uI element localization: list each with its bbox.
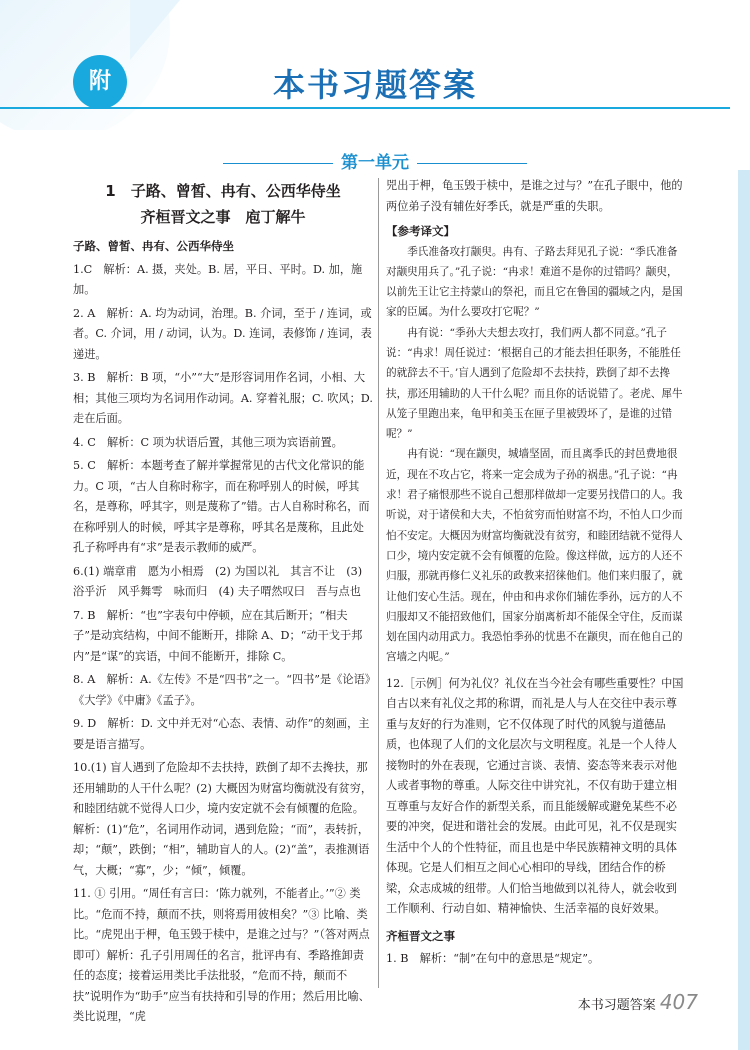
right-column xyxy=(386,176,686,970)
side-strip xyxy=(738,170,750,1050)
section-heading: 齐桓晋文之事 xyxy=(386,928,455,943)
unit-label: 第一单元 xyxy=(341,153,409,173)
section-heading: 子路、曾皙、冉有、公西华侍坐 xyxy=(73,239,234,253)
footer-label: 本书习题答案 xyxy=(577,998,656,1013)
translation-paragraph: 季氏准备攻打颛臾。冉有、子路去拜见孔子说：“季氏准备对颛臾用兵了。”孔子说：“冉求！难道不是你的过错吗？颛臾，以前先王让它主持蒙山的祭祀，而且它在鲁国的疆域之内，是国家的臣属。为什么要攻打它呢？” xyxy=(386,245,683,319)
unit-heading xyxy=(0,148,750,173)
answer-item: 10.(1) 盲人遇到了危险却不去扶持，跌倒了却不去搀扶，那还用辅助的人干什么呢？(2) 大概因为财富均衡就没有贫穷，和睦团结就不觉得人口少，境内安定就不会有倾覆的危险。解析：(1)“危”，名词用作动词，遇到危险；“而”，表转折，却；“颠”，跌倒；“相”，辅助盲人的人。(2)“盖”，表推测语气，大概；“寡”，少；“倾”，倾覆。 xyxy=(73,761,373,877)
answer-item: 11. ① 引用。“周任有言曰：‘陈力就列，不能者止。’”② 类比。“危而不持，颠而不扶，则将焉用彼相矣？”③ 比喻、类比。“虎兕出于柙，龟玉毁于椟中，是谁之过与？”（答对两点即可）解析：孔子引用周任的名言，批评冉有、季路推卸责任的态度；接着运用类比手法批驳，“危而不持，颠而不扶”说明作为“助手”应当有扶持和引导的作用；然后用比喻、类比说理，“虎 xyxy=(73,887,370,1023)
answer-item: 12.［示例］何为礼仪？礼仪在当今社会有哪些重要性？中国自古以来有礼仪之邦的称谓，而礼是人与人在交往中表示尊重与友好的行为准则，它不仅体现了时代的风貌与道德品质，也体现了人们的文化层次与文明程度。礼是一个人待人接物时的外在表现，它通过言谈、表情、姿态等来表示对他人或者事物的尊重。人际交往中讲究礼，不仅有助于建立相互尊重与友好合作的新型关系，而且能缓解或避免某些不必要的冲突，促进和谐社会的发展。由此可见，礼不仅是现实生活中个人的个性特征，而且也是中华民族精神文明的具体体现。它是人们相互之间心心相印的导线，团结合作的桥梁，众志成城的纽带。人们恰当地做到以礼待人，就会收到工作顺利、行动自如、精神愉快、生活幸福的良好效果。 xyxy=(386,676,684,916)
answer-item: 1.C 解析：A. 摄，夹处。B. 居，平日、平时。D. 加，施加。 xyxy=(73,262,363,296)
translation-paragraph: 冉有说：“现在颛臾，城墙坚固，而且离季氏的封邑费地很近，现在不攻占它，将来一定会成为子孙的祸患。”孔子说：“冉求！君子痛恨那些不说自己想那样做却一定要另找借口的人。我听说，对于诸侯和大夫，不怕贫穷而怕财富不均，不怕人口少而怕不安定。大概因为财富均衡就没有贫穷，和睦团结就不觉得人口少，境内安定就不会有倾覆的危险。像这样做，远方的人还不归服，那就再修仁义礼乐的政教来招徕他们。他们来归服了，就让他们安心生活。现在，仲由和冉求你们辅佐季孙，远方的人不归服却又不能招致他们，国家分崩离析却不能保全守住，反而谋划在国内动用武力。我恐怕季孙的忧患不在颛臾，而在他自己的宫墙之内呢。” xyxy=(386,448,683,664)
left-column xyxy=(73,178,373,1028)
column-divider xyxy=(378,178,379,988)
appendix-badge: 附 xyxy=(73,55,127,109)
answer-item: 6.(1) 端章甫 愿为小相焉 (2) 为国以礼 其言不让 (3) 浴乎沂 风乎舞雩 咏而归 (4) 夫子喟然叹曰 吾与点也 xyxy=(73,564,363,598)
answer-item: 8. A 解析：A.《左传》不是“四书”之一。“四书”是《论语》《大学》《中庸》《孟子》。 xyxy=(73,673,371,707)
unit-rule-left xyxy=(223,163,333,164)
page-title: 本书习题答案 xyxy=(272,66,477,104)
lesson-title-2: 齐桓晋文之事 庖丁解牛 xyxy=(140,208,306,226)
answer-item: 3. B 解析：B 项，“小”“大”是形容词用作名词，小相、大相；其他三项均为名词用作动词。A. 穿着礼服；C. 吹风；D. 走在后面。 xyxy=(73,371,373,425)
answer-item: 9. D 解析：D. 文中并无对“心态、表情、动作”的刻画，主要是语言描写。 xyxy=(73,717,370,751)
answer-item: 4. C 解析：C 项为状语后置，其他三项为宾语前置。 xyxy=(73,435,343,449)
translation-paragraph: 冉有说：“季孙大夫想去攻打，我们两人都不同意。”孔子说：“冉求！周任说过：‘根据自己的才能去担任职务，不能胜任的就辞去不干。’盲人遇到了危险却不去扶持，跌倒了却不去搀扶，那还用辅助的人干什么呢？而且你的话说错了。老虎、犀牛从笼子里跑出来，龟甲和美玉在匣子里被毁坏了，是谁的过错呢？” xyxy=(386,326,683,441)
translation-label: 【参考译文】 xyxy=(386,224,455,238)
unit-rule-right xyxy=(417,163,527,164)
answer-item: 2. A 解析：A. 均为动词，治理。B. 介词，至于 / 连词，或者。C. 介词，用 / 动词，认为。D. 连词，表修饰 / 连词，表递进。 xyxy=(73,306,372,361)
answer-item: 7. B 解析：“也”字表句中停顿，应在其后断开；“相夫子”是动宾结构，中间不能断开，排除 A、D；“动干戈于邦内”是“谋”的宾语，中间不能断开，排除 C。 xyxy=(73,608,363,663)
lesson-title-1: 1 子路、曾皙、冉有、公西华侍坐 xyxy=(105,182,341,200)
answer-item: 1. B 解析：“制”在句中的意思是“规定”。 xyxy=(386,952,600,966)
page-footer xyxy=(578,990,698,1014)
continued-text: 兕出于柙，龟玉毁于椟中，是谁之过与？”在孔子眼中，他的两位弟子没有辅佐好季氏，就是严重的失职。 xyxy=(386,179,683,213)
page-number: 407 xyxy=(659,990,698,1014)
answer-item: 5. C 解析：本题考查了解并掌握常见的古代文化常识的能力。C 项，“古人自称时称字，而在称呼别人的时候，呼其名，是尊称，呼其字，则是蔑称了”错。古人自称时称名，而在称呼别人的时候，呼其字是尊称，呼其名是蔑称，且此处孔子称呼冉有“求”是表示教师的威严。 xyxy=(73,459,370,554)
